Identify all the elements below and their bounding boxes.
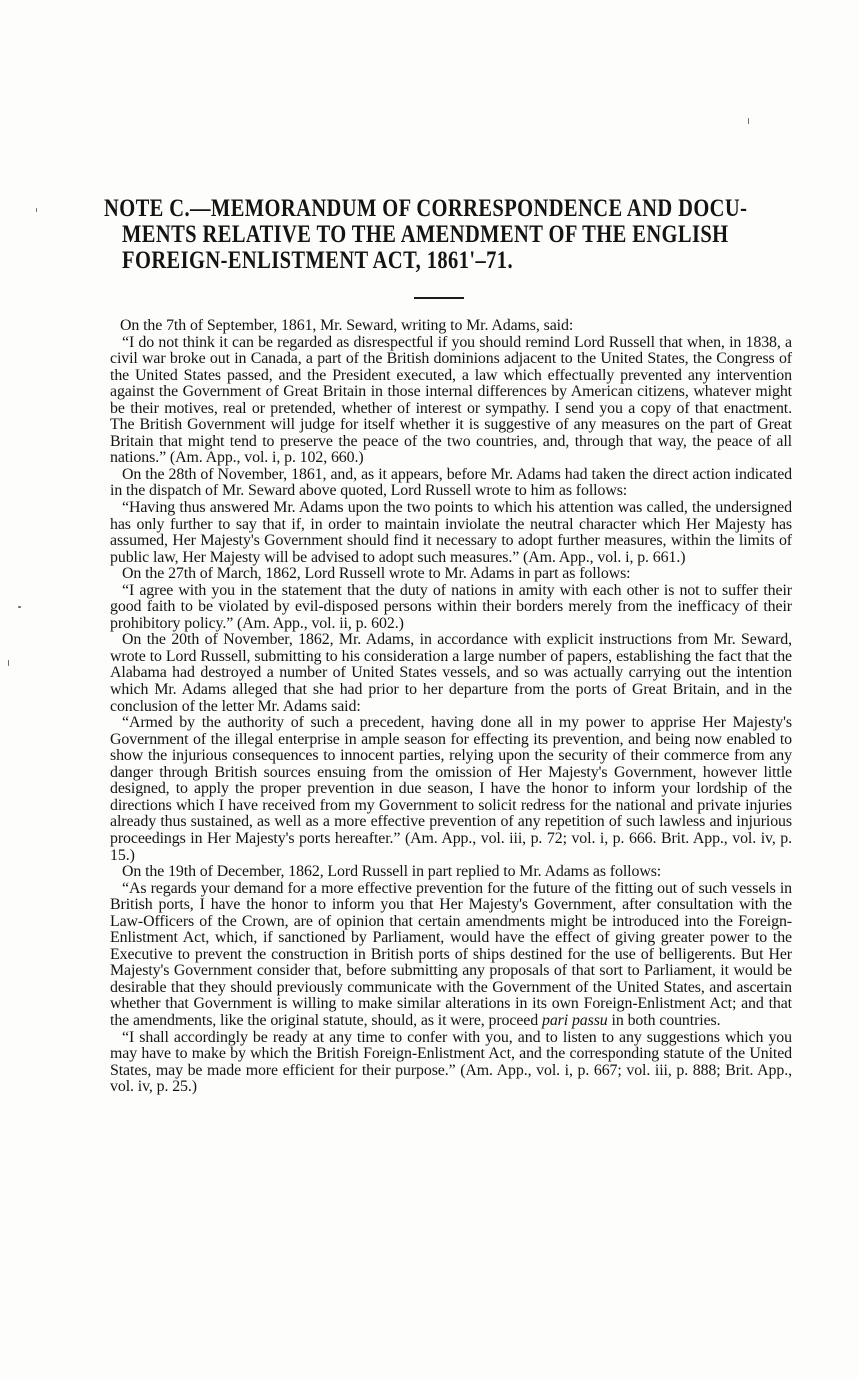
document-body [110,318,792,1096]
quoted-paragraph: “I do not think it can be regarded as disrespectful if you should remind Lord Russell that when, in 1838, a civil war broke out in Canada, a part of the British dominions adjacent to the United States, the Congress of the United States passed, and the President executed, a law which effectually prevented any intervention against the Government of Great Britain in those internal differences by American citizens, whatever might be their motives, real or pretended, whether of interest or sympathy. I send you a copy of that enactment. The British Government will judge for itself whether it is suggestive of any measures on the part of Great Britain that might tend to preserve the peace of the two countries, and, through that way, the peace of all nations.” (Am. App., vol. i, p. 102, 660.) [110,333,792,467]
quoted-paragraph: “Armed by the authority of such a precedent, having done all in my power to apprise Her Majesty's Government of the illegal enterprise in ample season for effecting its prevention, and being now enabled to show the injurious consequences to innocent parties, relying upon the security of their commerce from any danger through British sources ensuing from the omission of Her Majesty's Government, however little designed, to apply the proper prevention in due season, I have the honor to inform your lordship of the directions which I have received from my Government to solicit redress for the national and private injuries already thus sustained, as well as a more effective prevention of any repetition of such lawless and injurious proceedings in Her Majesty's ports hereafter.” (Am. App., vol. iii, p. 72; vol. i, p. 666. Brit. App., vol. iv, p. 15.) [110,714,792,864]
paragraph: On the 7th of September, 1861, Mr. Seward, writing to Mr. Adams, said: [120,317,574,334]
paragraph: On the 19th of December, 1862, Lord Russell in part replied to Mr. Adams as follows: [122,863,662,881]
italic-phrase: pari passu [541,1011,608,1029]
title-rule [414,297,464,299]
paragraph-text: in both countries. [611,1011,721,1029]
title-line: MENTS RELATIVE TO THE AMENDMENT OF THE ENGLISH [122,221,729,248]
quoted-paragraph: “I agree with you in the statement that the duty of nations in amity with each other is not to suffer their good faith to be violated by evil-disposed persons within their borders merely from the inefficacy of their prohibitory policy.” (Am. App., vol. ii, p. 602.) [110,581,792,632]
quoted-paragraph: “I shall accordingly be ready at any time to confer with you, and to listen to any suggestions which you may have to make by which the British Foreign-Enlistment Act, and the corresponding statute of the United States, may be made more efficient for their purpose.” (Am. App., vol. i, p. 667; vol. iii, p. 888; Brit. App., vol. iv, p. 25.) [110,1028,792,1096]
title-line: NOTE C.—MEMORANDUM OF CORRESPONDENCE AND DOCU- [104,195,748,222]
page-speck [8,660,9,666]
paragraph-text: “As regards your demand for a more effective prevention for the future of the fitting out of such vessels in British ports, I have the honor to inform you that Her Majesty's Government, after consultation with the Law-Officers of the Crown, are of opinion that certain amendments might be introduced into the Foreign-Enlistment Act, which, if sanctioned by Parliament, would have the effect of giving greater power to the Executive to prevent the construction in British ports of ships destined for the use of belligerents. But Her Majesty's Government consider that, before submitting any proposals of that sort to Parliament, it would be desirable that they should previously communicate with the Government of the United States, and ascertain whether that Government is willing to make similar alterations in its own Foreign-Enlistment Act; and that the amendments, like the original statute, should, as it were, proceed [110,879,792,1029]
paragraph: On the 20th of November, 1862, Mr. Adams, in accordance with explicit instructions from Mr. Seward, wrote to Lord Russell, submitting to his consideration a large number of papers, establishing the fact that the Alabama had destroyed a number of United States vessels, and so was actually carrying out the intention which Mr. Adams alleged that she had prior to her departure from the ports of Great Britain, and in the conclusion of the letter Mr. Adams said: [110,631,792,715]
page-speck [18,606,21,608]
quoted-paragraph [110,881,792,1030]
paragraph: On the 28th of November, 1861, and, as it appears, before Mr. Adams had taken the direct action indicated in the dispatch of Mr. Seward above quoted, Lord Russell wrote to him as follows: [110,465,792,500]
title-line: FOREIGN-ENLISTMENT ACT, 1861'–71. [122,247,513,274]
quoted-paragraph: “Having thus answered Mr. Adams upon the two points to which his attention was called, the undersigned has only further to say that if, in order to maintain inviolate the neutral character which Her Majesty has assumed, Her Majesty's Government should find it necessary to adopt further measures, within the limits of public law, Her Majesty will be advised to adopt such measures.” (Am. App., vol. i, p. 661.) [110,499,792,566]
paragraph: On the 27th of March, 1862, Lord Russell wrote to Mr. Adams in part as follows: [122,565,631,583]
page-speck [748,118,749,124]
page-title [104,196,793,274]
page-speck [36,208,37,212]
